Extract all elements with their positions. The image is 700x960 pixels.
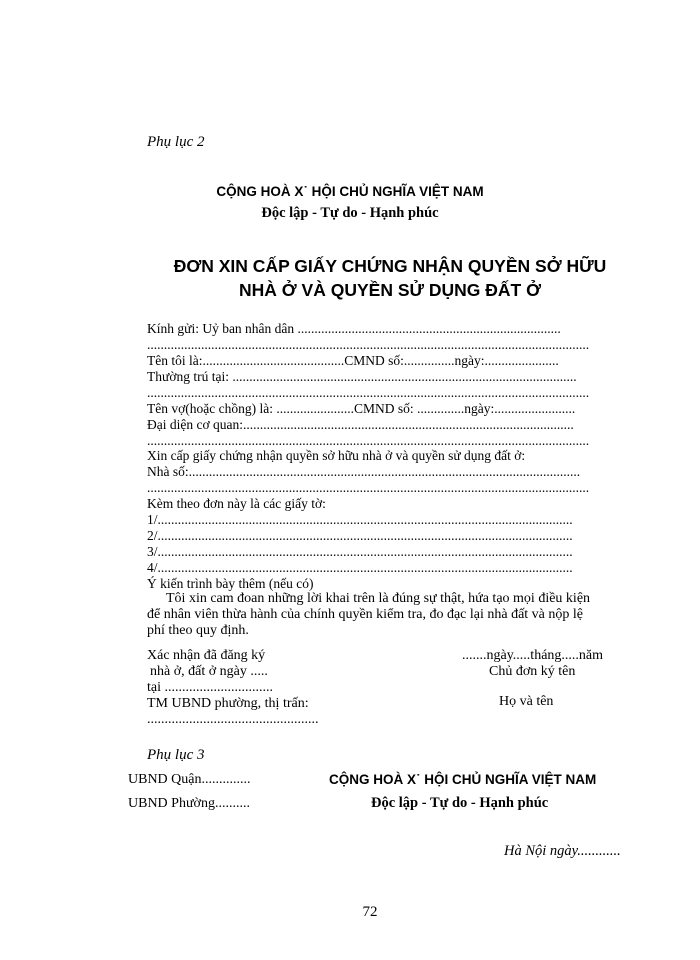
field-house-cont: ................................................................................................................................... <box>147 480 590 495</box>
field-recipient: Kính gửi: Uỷ ban nhân dân .............................................................................. <box>147 321 561 336</box>
appendix-3-motto: Độc lập - Tự do - Hạnh phúc <box>371 795 549 811</box>
signer-name: Họ và tên <box>499 694 554 709</box>
signer-label: Chủ đơn ký tên <box>489 664 576 679</box>
confirm-line-1: Xác nhận đã đăng ký <box>147 648 266 663</box>
field-residence: Thường trú tại: ...................................................................................................... <box>147 369 577 384</box>
commitment-line-1: Tôi xin cam đoan những lời khai trên là đúng sự thật, hứa tạo mọi điều kiện <box>166 591 591 606</box>
field-request: Xin cấp giấy chứng nhận quyền sở hữu nhà ở và quyền sử dụng đất ở: <box>147 448 526 463</box>
confirm-line-4: TM UBND phường, thị trấn: <box>147 696 309 711</box>
field-attachments: Kèm theo đơn này là các giấy tờ: <box>147 496 326 511</box>
form-title-line-1: ĐƠN XIN CẤP GIẤY CHỨNG NHẬN QUYỀN SỞ HỮU <box>173 256 607 276</box>
appendix-3-nation-heading: CỘNG HOÀ X˙ HỘI CHỦ NGHĨA VIỆT NAM <box>329 772 597 787</box>
field-agency: Đại diện cơ quan:.................................................................................................. <box>147 417 574 432</box>
confirm-line-3: tại ............................... <box>147 680 273 695</box>
field-house-number: Nhà số:.................................................................................................................... <box>147 464 581 479</box>
confirm-line-5: ................................................. <box>147 712 319 727</box>
confirm-line-2: nhà ở, đất ở ngày ..... <box>150 664 268 679</box>
ward-line: UBND Phường.......... <box>128 796 250 811</box>
appendix-2-label: Phụ lục 2 <box>147 134 205 150</box>
place-date: Hà Nội ngày............ <box>504 843 621 859</box>
attachment-1: 1/........................................................................................................................... <box>147 512 573 527</box>
nation-heading: CỘNG HOÀ X˙ HỘI CHỦ NGHĨA VIỆT NAM <box>216 184 484 199</box>
commitment-line-2: để nhân viên thừa hành của chính quyền kiểm tra, đo đạc lại nhà đất và nộp lệ <box>147 607 583 622</box>
appendix-3-label: Phụ lục 3 <box>147 747 205 763</box>
motto: Độc lập - Tự do - Hạnh phúc <box>261 205 439 221</box>
attachment-4: 4/........................................................................................................................... <box>147 560 573 575</box>
commitment-line-3: phí theo quy định. <box>147 623 249 638</box>
attachment-2: 2/........................................................................................................................... <box>147 528 573 543</box>
field-name: Tên tôi là:..........................................CMND số:...............ngày:...................... <box>147 353 559 368</box>
page-number: 72 <box>362 904 378 920</box>
field-spouse: Tên vợ(hoặc chồng) là: .......................CMND số: ..............ngày:........................ <box>147 401 576 416</box>
field-agency-cont: ................................................................................................................................... <box>147 433 590 448</box>
district-line: UBND Quận.............. <box>128 772 251 787</box>
form-title-line-2: NHÀ Ở VÀ QUYỀN SỬ DỤNG ĐẤT Ở <box>238 280 542 300</box>
field-recipient-cont: ................................................................................................................................... <box>147 337 590 352</box>
field-residence-cont: ................................................................................................................................... <box>147 385 590 400</box>
attachment-3: 3/........................................................................................................................... <box>147 544 573 559</box>
date-line: .......ngày.....tháng.....năm <box>462 648 604 663</box>
field-additional-opinion: Ý kiến trình bày thêm (nếu có) <box>147 576 314 591</box>
